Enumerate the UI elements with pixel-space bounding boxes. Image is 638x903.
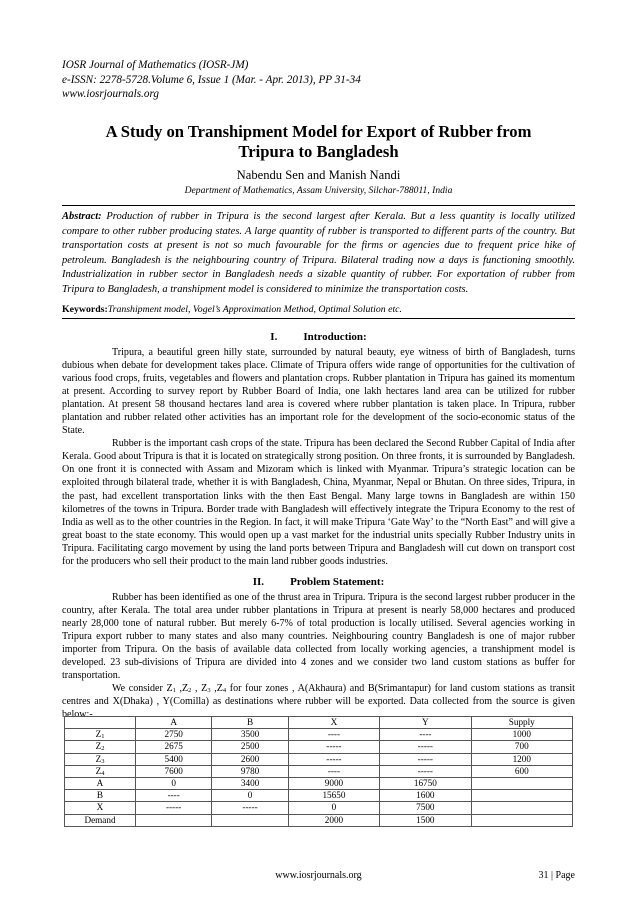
- abstract-label: Abstract:: [62, 211, 102, 222]
- paragraph: Rubber is the important cash crops of the state. Tripura has been declared the Second Rubber Capital of India after Kerala. Good about Tripura is that it is located on strategically strong position. On three fronts, it is surrounded by Bangladesh. On one front it is connected with Assam and Mizoram which is linked with Myanmar. Tripura’s strategic location can be exploited through bilateral trade, whether it is with Bangladesh, China, Myanmar, Nepal or Bhutan. On three sides, Tripura, in the past, had excellent transportation links with the then East Bengal. Many large towns in Bangladesh are within 150 kilometres of the towns in Tripura. Border trade with Bangladesh will effectively integrate the Tripura Economy to the rest of India as well as to the other countries in the Region. In fact, it will make Tripura ‘Gate Way’ to the “North East” and will give a great boast to the state economy. This would open up a vast market for the industrial units specially Rubber Industry units in Tripura. Facilitating cargo movement by using the land ports between Tripura and Bangladesh will cut down on transport cost for the producers who sell their product to the main land rubber goods industries.: [62, 438, 575, 567]
- cell-text: 2750: [164, 729, 183, 740]
- cell-text: 1200: [512, 753, 531, 764]
- cell-text: Z: [95, 741, 102, 752]
- cell-text: -----: [417, 753, 433, 764]
- journal-url: www.iosrjournals.org: [62, 88, 159, 100]
- cell-text: -----: [417, 765, 433, 776]
- cell-text: 9780: [240, 765, 260, 776]
- table-cell: [471, 729, 572, 741]
- zone-subscript: 3: [101, 757, 105, 765]
- footer-url: www.iosrjournals.org: [275, 870, 362, 881]
- cell-text: 1500: [416, 814, 435, 825]
- table-row: [65, 753, 573, 765]
- section-1-heading: [62, 331, 575, 343]
- table-cell: [288, 741, 379, 753]
- table-cell: [380, 790, 471, 802]
- cell-text: 7500: [416, 802, 435, 813]
- section-1-number: I.: [270, 331, 278, 343]
- table-cell: [380, 753, 471, 765]
- cell-text: 16750: [413, 778, 437, 789]
- cell-text: Y: [422, 717, 429, 727]
- row-label-cell: [65, 729, 136, 741]
- table-cell: [136, 729, 212, 741]
- cell-text: B: [96, 790, 104, 801]
- table-cell: [471, 717, 572, 729]
- table-cell: [212, 729, 288, 741]
- table-cell: [212, 753, 288, 765]
- paper-title: [62, 122, 575, 162]
- table-cell: [212, 741, 288, 753]
- paragraph-start: We consider Z: [112, 683, 173, 695]
- cell-text: 5400: [164, 753, 183, 764]
- cell-text: 2600: [240, 753, 260, 764]
- table-cell: [380, 814, 471, 826]
- cell-text: 700: [514, 741, 529, 752]
- row-label-cell: [65, 753, 136, 765]
- cell-text: 600: [514, 765, 529, 776]
- paragraph-rest: for four zones , A(Akhaura) and B(Srimantapur) for land custom stations as transit centres and X(Dhaka) , Y(Comilla) as destinations where rubber will be exported. Data collected from the source is given below:-: [62, 683, 575, 721]
- keywords-text: Transhipment model, Vogel’s Approximation Method, Optimal Solution etc.: [107, 304, 402, 315]
- table-cell: [136, 717, 212, 729]
- keywords-label: Keywords:: [62, 304, 108, 315]
- cell-text: X: [330, 717, 338, 727]
- table-header-row: [65, 717, 573, 729]
- title-line-1: A Study on Transhipment Model for Export of Rubber from: [105, 122, 532, 141]
- cell-text: A: [96, 778, 104, 789]
- table-cell: [136, 778, 212, 790]
- table-cell: [288, 753, 379, 765]
- table-cell: [212, 790, 288, 802]
- row-label-cell: [65, 790, 136, 802]
- cell-text: Supply: [508, 717, 535, 727]
- paragraph: We consider $Z_1$ $,Z_2$ , $Z_3$ $,Z_4$ for four zones , A(Akhaura) and B(Srimantapur) for land custom stations as transit centres and X(Dhaka) , Y(Comilla) as destinations where rubber will be exported. Data collected from the source is given below:-: [62, 683, 575, 721]
- paragraph: Tripura, a beautiful green hilly state, surrounded by natural beauty, eye witness of birth of Bangladesh, turns dubious when debate for development takes place. Climate of Tripura offers wide range of opportunities for the cultivation of various food crops, fruits, vegetables and flowers and plantation crops. Rubber plantation in Tripura has gained its momentum at present. According to survey report by Rubber Board of India, one lakh hectares land area can be utilized for rubber plantation. At present 58 thousand hectares land area is covered where rubber plantation is taken place. In Tripura, rubber plantation and rubber related other activities has an important role for the development of the socio-economic status of the State.: [62, 347, 575, 437]
- zone-sub: 2: [188, 687, 192, 695]
- table-cell: [136, 802, 212, 814]
- table-cell: [288, 802, 379, 814]
- cell-text: Z: [95, 729, 102, 740]
- table-cell: [380, 802, 471, 814]
- cell-text: 2000: [324, 814, 344, 825]
- table-cell: [212, 814, 288, 826]
- cell-text: 1600: [416, 790, 435, 801]
- section-2-number: II.: [252, 576, 265, 588]
- table-row: [65, 765, 573, 777]
- section-2-heading: [62, 576, 575, 588]
- zone-subscript: 1: [101, 733, 105, 741]
- table-cell: [288, 790, 379, 802]
- cell-text: 2675: [164, 741, 183, 752]
- table-cell: [288, 717, 379, 729]
- table-cell: [136, 765, 212, 777]
- affiliation: Department of Mathematics, Assam University, Silchar-788011, India: [184, 185, 453, 196]
- section-2-body: [62, 591, 575, 721]
- zone-sub: 4: [222, 687, 227, 695]
- cell-text: 0: [171, 778, 176, 789]
- abstract: [62, 210, 575, 297]
- section-2-title: Problem Statement:: [290, 576, 385, 588]
- table-cell: [471, 778, 572, 790]
- table-cell: [471, 802, 572, 814]
- row-label-cell: [65, 778, 136, 790]
- authors: Nabendu Sen and Manish Nandi: [236, 168, 401, 182]
- row-label-cell: [65, 802, 136, 814]
- cell-text: ----: [327, 765, 341, 776]
- cell-text: ----: [419, 729, 432, 740]
- table-cell: [471, 790, 572, 802]
- section-1-body: [62, 346, 575, 568]
- table-cell: [380, 778, 471, 790]
- table-cell: [288, 814, 379, 826]
- zone-subscript: 4: [101, 769, 105, 777]
- zone-sub: 1: [172, 687, 176, 695]
- keywords: [62, 304, 575, 316]
- table-cell: [471, 741, 572, 753]
- abstract-top-rule: [62, 205, 575, 206]
- table-cell: [136, 741, 212, 753]
- abstract-text: Production of rubber in Tripura is the second largest after Kerala. But a less quantity is locally utilized compare to other rubber producing states. A large quantity of rubber is transported to different parts of the country. But transportation costs at present is not so much favourable for the firms or agencies due to frequent price hike of petroleum. Bangladesh is the neighbouring country of Tripura. Bilateral trading now a days is functioning smoothly. Industrialization in rubber sector in Bangladesh needs a sizable quantity of rubber. For exportation of rubber from Tripura to Bangladesh, a transhipment model is considered to minimize the transportation costs.: [62, 211, 576, 295]
- cell-text: 0: [331, 802, 337, 813]
- cell-text: -----: [166, 802, 182, 813]
- table-row: [65, 729, 573, 741]
- table-cell: [288, 778, 379, 790]
- table-row: [65, 802, 573, 814]
- cell-text: ----: [167, 790, 180, 801]
- cell-text: 3500: [240, 729, 260, 740]
- cell-text: 1000: [512, 729, 531, 740]
- table-cell: [212, 778, 288, 790]
- zone-subscript: 2: [101, 745, 105, 753]
- cell-text: 3400: [240, 778, 260, 789]
- cell-text: A: [170, 717, 177, 727]
- cell-text: Z: [95, 765, 102, 776]
- cell-text: 0: [247, 790, 253, 801]
- data-table: [64, 716, 573, 827]
- cell-text: 9000: [324, 778, 344, 789]
- section-1-title: Introduction:: [303, 331, 367, 343]
- journal-issn: e-ISSN: 2278-5728.Volume 6, Issue 1 (Mar. - Apr. 2013), PP 31-34: [62, 73, 361, 86]
- table-cell: [380, 729, 471, 741]
- cell-text: 7600: [164, 765, 183, 776]
- cell-text: 2500: [240, 741, 260, 752]
- table-row: [65, 790, 573, 802]
- cell-text: X: [96, 802, 104, 813]
- row-label-cell: [65, 741, 136, 753]
- table-cell: [136, 790, 212, 802]
- table-cell: [471, 814, 572, 826]
- cell-text: ----: [327, 729, 341, 740]
- title-line-2: Tripura to Bangladesh: [238, 142, 399, 161]
- table-row: [65, 814, 573, 826]
- table-cell: [380, 717, 471, 729]
- table-cell: [212, 802, 288, 814]
- table-cell: [288, 765, 379, 777]
- cell-text: -----: [326, 741, 342, 752]
- cell-text: -----: [242, 802, 258, 813]
- cell-text: Demand: [84, 814, 116, 825]
- table-cell: [212, 765, 288, 777]
- cell-text: -----: [417, 741, 433, 752]
- cell-text: B: [246, 717, 254, 727]
- journal-header: [62, 58, 361, 102]
- abstract-bottom-rule: [62, 318, 575, 319]
- paragraph: Rubber has been identified as one of the thrust area in Tripura. Tripura is the second largest rubber producer in the country, after Kerala. The total area under rubber plantations in Tripura at present is nearly 58,000 hectares and produced nearly 28,000 tone of natural rubber. But merely 6-7% of total production is locally utilised. Several agencies working in Tripura export rubber to many states and also many countries. Neighbouring country Bangladesh is one of major rubber importer from Tripura. On the basis of available data collected from locally working agencies, a transhipment model is developed. 23 sub-divisions of Tripura are divided into 4 zones and we consider two land custom stations as buffer for transportation.: [62, 592, 575, 682]
- zone-sub: 3: [207, 687, 211, 695]
- table-cell: [380, 741, 471, 753]
- table-cell: [471, 765, 572, 777]
- cell-text: -----: [326, 753, 342, 764]
- row-label-cell: [65, 765, 136, 777]
- table-cell: [136, 814, 212, 826]
- table-cell: [288, 729, 379, 741]
- table-row: [65, 778, 573, 790]
- cell-text: 15650: [322, 790, 346, 801]
- table-cell: [212, 717, 288, 729]
- row-label-cell: [65, 717, 136, 729]
- table-cell: [380, 765, 471, 777]
- table-cell: [471, 753, 572, 765]
- journal-name: IOSR Journal of Mathematics (IOSR-JM): [62, 59, 249, 71]
- row-label-cell: [65, 814, 136, 826]
- cell-text: Z: [95, 753, 102, 764]
- table-row: [65, 741, 573, 753]
- page-number: 31 | Page: [538, 870, 575, 881]
- table-cell: [136, 753, 212, 765]
